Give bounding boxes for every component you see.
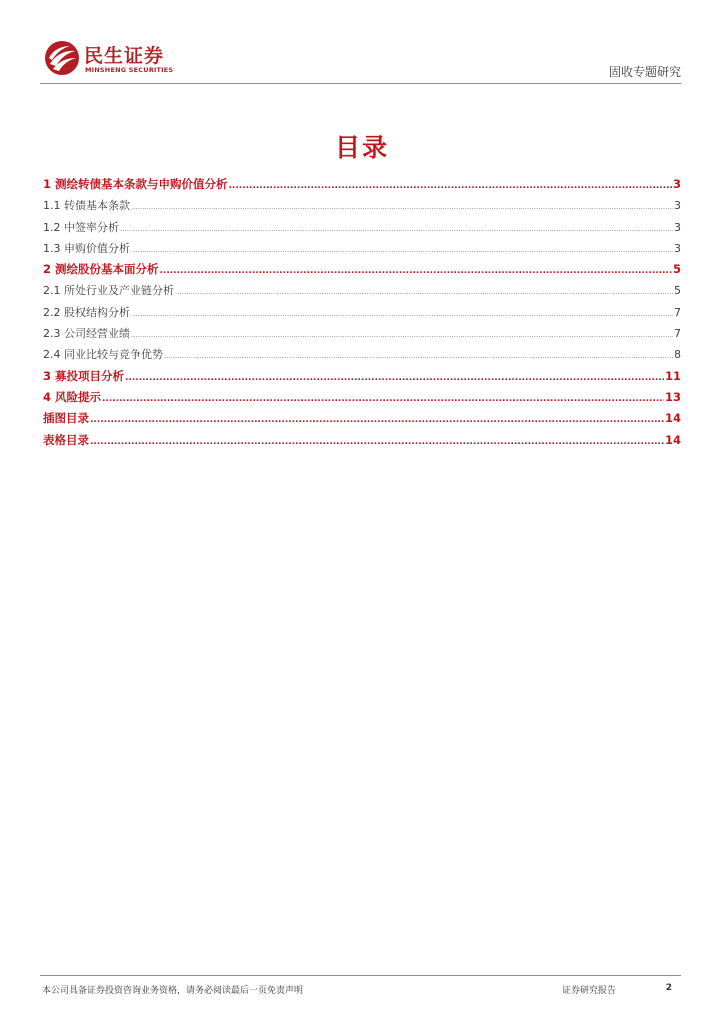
toc-leader-dots — [131, 325, 673, 346]
footer-disclaimer: 本公司具备证券投资咨询业务资格，请务必阅读最后一页免责声明 — [42, 986, 304, 996]
toc-entry[interactable] — [43, 430, 681, 451]
toc-leader-dots — [120, 219, 673, 240]
toc-entry[interactable] — [43, 408, 681, 429]
company-logo — [40, 38, 210, 78]
toc-entry-page: 14 — [664, 411, 681, 426]
toc-leader-dots — [160, 261, 672, 282]
toc-leader-dots — [90, 410, 664, 431]
toc-entry-page: 3 — [674, 220, 681, 234]
toc-entry[interactable] — [43, 195, 681, 216]
toc-entry[interactable] — [43, 387, 681, 408]
toc-entry-page: 3 — [672, 177, 681, 191]
toc-leader-dots — [175, 282, 673, 303]
toc-entry-text: 1.3 申购价值分析 — [43, 241, 130, 255]
logo-chinese-name: 民生证券 — [84, 45, 165, 67]
toc-entry-page: 7 — [674, 327, 681, 341]
toc-entry-page: 13 — [664, 389, 681, 404]
toc-leader-dots — [125, 368, 664, 389]
toc-entry-page: 3 — [674, 241, 681, 255]
toc-entry-text: 2.1 所处行业及产业链分析 — [43, 284, 174, 298]
toc-entry-text: 1.2 中签率分析 — [43, 220, 119, 234]
toc-entry[interactable] — [43, 217, 681, 238]
toc-entry-page: 5 — [672, 262, 681, 277]
toc-leader-dots — [131, 240, 673, 261]
toc-leader-dots — [131, 197, 673, 218]
toc-entry-page: 5 — [674, 284, 681, 298]
toc-entry-page: 14 — [664, 432, 681, 447]
toc-entry[interactable] — [43, 366, 681, 387]
header-divider — [40, 83, 681, 84]
footer-page-number: 2 — [665, 983, 672, 993]
toc-entry[interactable] — [43, 323, 681, 344]
toc-entry[interactable] — [43, 344, 681, 365]
toc-entry-text: 2.2 股权结构分析 — [43, 305, 130, 319]
table-of-contents — [43, 174, 681, 451]
toc-title: 目录 — [334, 133, 389, 162]
toc-entry-text: 4 风险提示 — [43, 389, 102, 404]
toc-entry-text: 1.1 转债基本条款 — [43, 199, 130, 213]
document-type-label: 固收专题研究 — [608, 65, 681, 79]
toc-entry-page: 8 — [674, 348, 681, 362]
toc-entry-text: 插图目录 — [43, 411, 89, 426]
toc-entry[interactable] — [43, 302, 681, 323]
toc-entry[interactable] — [43, 259, 681, 280]
toc-leader-dots — [164, 346, 673, 367]
toc-entry[interactable] — [43, 238, 681, 259]
toc-leader-dots — [229, 176, 672, 197]
toc-entry[interactable] — [43, 174, 681, 195]
toc-entry-text: 3 募投项目分析 — [43, 368, 125, 383]
toc-entry-page: 7 — [674, 305, 681, 319]
toc-leader-dots — [102, 389, 664, 410]
toc-entry-text: 表格目录 — [43, 432, 89, 447]
page-header — [40, 38, 681, 84]
toc-entry-text: 2.4 同业比较与竞争优势 — [43, 348, 163, 362]
toc-entry-page: 3 — [674, 199, 681, 213]
toc-leader-dots — [90, 432, 664, 453]
toc-leader-dots — [131, 304, 673, 325]
toc-entry-text: 2.3 公司经营业绩 — [43, 327, 130, 341]
footer-report-type: 证券研究报告 — [562, 986, 617, 996]
toc-entry-page: 11 — [664, 368, 681, 383]
minsheng-logo-icon — [44, 40, 80, 76]
toc-entry-text: 2 测绘股份基本面分析 — [43, 262, 159, 277]
toc-entry-text: 1 测绘转债基本条款与申购价值分析 — [43, 177, 228, 191]
logo-english-name: MINSHENG SECURITIES — [85, 66, 174, 74]
toc-entry[interactable] — [43, 280, 681, 301]
footer-divider — [40, 975, 681, 976]
